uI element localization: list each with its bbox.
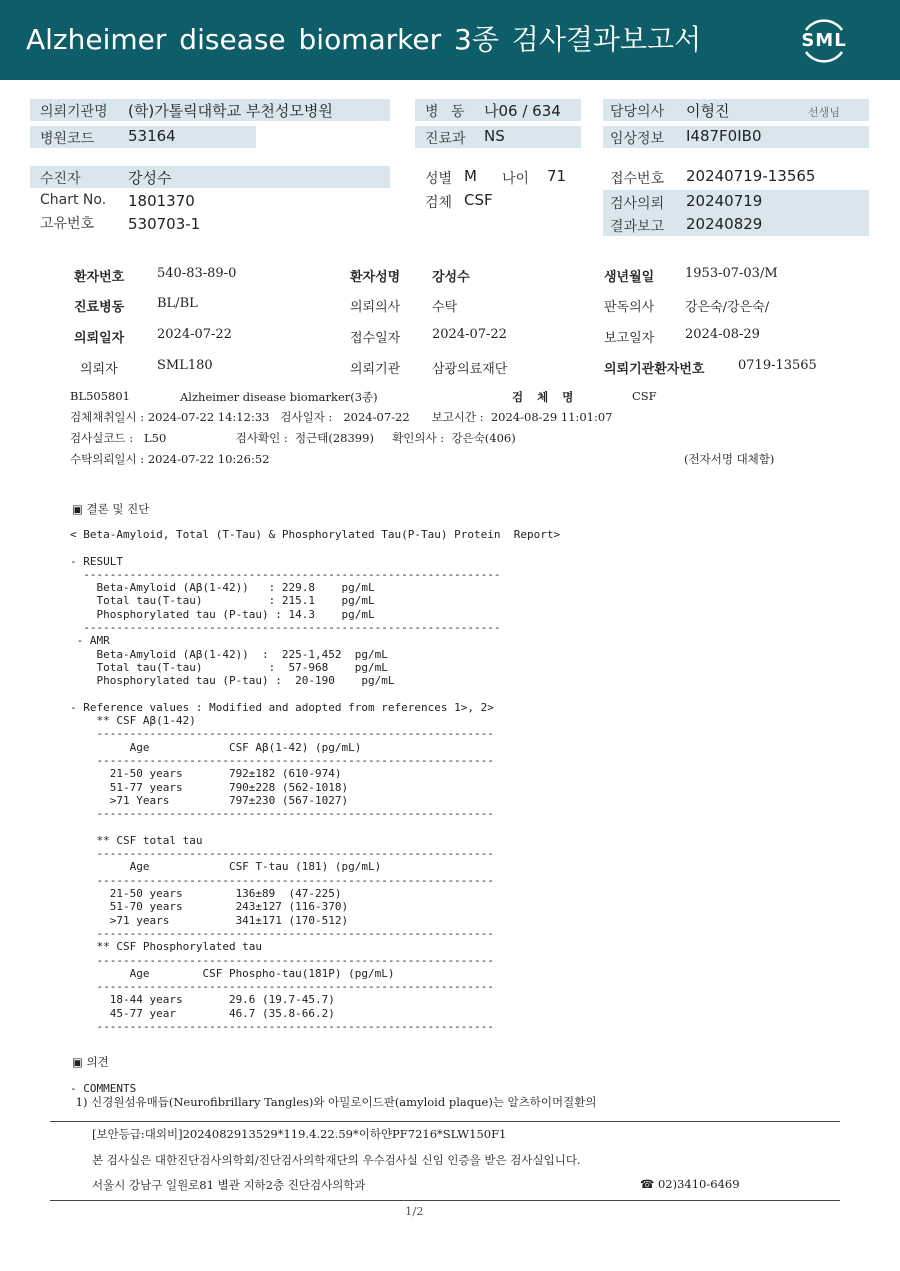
exam-specimen-label: 검 체 명 bbox=[512, 390, 574, 404]
report-line: ------------------------------------------------------------ bbox=[70, 807, 494, 821]
pi-value-2-1: BL/BL bbox=[157, 296, 198, 311]
report-line: Beta-Amyloid (Aβ(1-42)) : 229.8 pg/mL bbox=[70, 581, 375, 595]
result-label: 결과보고 bbox=[610, 219, 665, 235]
doctor-suffix: 선생님 bbox=[808, 106, 840, 119]
comments-label: - COMMENTS bbox=[70, 1082, 137, 1095]
report-line: Phosphorylated tau (P-tau) : 20-190 pg/mL bbox=[70, 674, 395, 688]
specimen-value: CSF bbox=[464, 191, 493, 209]
pi-value-1-3: 1953-07-03/M bbox=[685, 266, 778, 281]
logo-text: SML bbox=[801, 30, 847, 51]
exam-code: BL505801 bbox=[70, 389, 130, 403]
exam-specimen: CSF bbox=[632, 389, 657, 403]
report-line bbox=[70, 821, 560, 834]
specimen-label: 검체 bbox=[425, 195, 453, 211]
pi-value-2-2: 수탁 bbox=[432, 300, 458, 315]
chart-label: Chart No. bbox=[40, 192, 107, 208]
pi-label-1-3: 생년월일 bbox=[604, 270, 655, 285]
uid-value: 530703-1 bbox=[128, 215, 201, 233]
report-line: ------------------------------------------------------------ bbox=[70, 980, 494, 994]
pi-value-3-1: 2024-07-22 bbox=[157, 327, 232, 342]
report-line: - RESULT bbox=[70, 554, 123, 568]
pi-label-2-3: 판독의사 bbox=[604, 300, 655, 315]
report-line: ------------------------------------------------------------ bbox=[70, 873, 494, 887]
report-line: ------------------------------------------------------------ bbox=[70, 1019, 494, 1033]
report-line bbox=[70, 541, 560, 554]
address-line: 서울시 강남구 일원로81 별관 지하2층 진단검사의학과 bbox=[92, 1178, 366, 1192]
request-label: 검사의뢰 bbox=[610, 196, 665, 212]
report-line: 51-77 years 790±228 (562-1018) bbox=[70, 780, 349, 794]
patient-label: 수진자 bbox=[40, 171, 81, 187]
patient-value: 강성수 bbox=[128, 169, 172, 187]
hospital-value: (학)가톨릭대학교 부천성모병원 bbox=[128, 102, 333, 120]
sign-note: (전자서명 대체함) bbox=[684, 452, 775, 466]
exam-name: Alzheimer disease biomarker(3종) bbox=[180, 390, 378, 404]
report-line: Total tau(T-tau) : 215.1 pg/mL bbox=[70, 594, 375, 608]
report-line: ------------------------------------------------------------ bbox=[70, 953, 494, 967]
pi-label-3-3: 보고일자 bbox=[604, 331, 655, 346]
pi-value-3-2: 2024-07-22 bbox=[432, 327, 507, 342]
report-line: ** CSF Aβ(1-42) bbox=[70, 714, 196, 728]
pi-label-2-1: 진료병동 bbox=[74, 300, 125, 315]
report-line: Phosphorylated tau (P-tau) : 14.3 pg/mL bbox=[70, 607, 375, 621]
report-line: ** CSF total tau bbox=[70, 833, 203, 847]
pi-value-4-3: 0719-13565 bbox=[738, 358, 817, 373]
report-line: 18-44 years 29.6 (19.7-45.7) bbox=[70, 993, 335, 1007]
report-line: 21-50 years 136±89 (47-225) bbox=[70, 887, 342, 901]
clinical-label: 임상정보 bbox=[610, 131, 665, 147]
exam-line-2: 검사실코드 : L50 검사확인 : 정근태(28399) 확인의사 : 강은숙(406) bbox=[70, 431, 516, 445]
dept-value: NS bbox=[484, 127, 505, 145]
report-line: Total tau(T-tau) : 57-968 pg/mL bbox=[70, 660, 388, 674]
report-line: 21-50 years 792±182 (610-974) bbox=[70, 767, 342, 781]
report-line: ------------------------------------------------------------ bbox=[70, 926, 494, 940]
pi-label-1-2: 환자성명 bbox=[350, 270, 401, 285]
pi-label-3-2: 접수일자 bbox=[350, 331, 401, 346]
report-line: --------------------------------------------------------------- bbox=[70, 621, 501, 635]
clinical-value: I487F0IB0 bbox=[686, 127, 762, 145]
code-label: 병원코드 bbox=[40, 131, 95, 147]
section-title: ▣ 결론 및 진단 bbox=[72, 502, 150, 516]
exam-line-3: 수탁의뢰일시 : 2024-07-22 10:26:52 bbox=[70, 452, 270, 466]
pi-label-1-1: 환자번호 bbox=[74, 270, 125, 285]
report-line: ** CSF Phosphorylated tau bbox=[70, 940, 263, 954]
report-line: < Beta-Amyloid, Total (T-Tau) & Phosphorylated Tau(P-Tau) Protein Report> bbox=[70, 528, 561, 541]
report-line: >71 Years 797±230 (567-1027) bbox=[70, 793, 349, 807]
report-line: Beta-Amyloid (Aβ(1-42)) : 225-1,452 pg/mL bbox=[70, 647, 388, 661]
receipt-label: 접수번호 bbox=[610, 171, 665, 187]
sml-logo bbox=[796, 14, 852, 66]
chart-value: 1801370 bbox=[128, 192, 195, 210]
page-number: 1/2 bbox=[405, 1204, 424, 1218]
hospital-label: 의뢰기관명 bbox=[40, 104, 108, 120]
comment-1: 1) 신경원섬유매듭(Neurofibrillary Tangles)와 아밀로이드판(amyloid plaque)는 알츠하이머질환의 bbox=[72, 1095, 597, 1109]
uid-label: 고유번호 bbox=[40, 216, 95, 232]
doctor-value: 이형진 bbox=[686, 102, 730, 120]
report-line bbox=[70, 688, 560, 701]
report-line: - AMR bbox=[70, 634, 110, 648]
pi-value-1-2: 강성수 bbox=[432, 270, 470, 285]
sex-label: 성별 bbox=[425, 171, 453, 187]
pi-label-3-1: 의뢰일자 bbox=[74, 331, 125, 346]
age-value: 71 bbox=[547, 167, 567, 185]
sex-value: M bbox=[464, 167, 477, 185]
footer-top-rule bbox=[50, 1121, 840, 1122]
report-line: 51-70 years 243±127 (116-370) bbox=[70, 900, 349, 914]
pi-label-4-2: 의뢰기관 bbox=[350, 362, 401, 377]
request-value: 20240719 bbox=[686, 192, 763, 210]
exam-line-1: 검체채취일시 : 2024-07-22 14:12:33 검사일자 : 2024-07-22 보고시간 : 2024-08-29 11:01:07 bbox=[70, 410, 613, 424]
age-label: 나이 bbox=[502, 171, 530, 187]
pi-value-1-1: 540-83-89-0 bbox=[157, 266, 237, 281]
report-line: ------------------------------------------------------------ bbox=[70, 727, 494, 741]
report-line: 45-77 year 46.7 (35.8-66.2) bbox=[70, 1006, 335, 1020]
report-line: ------------------------------------------------------------ bbox=[70, 754, 494, 768]
opinion-title: ▣ 의견 bbox=[72, 1055, 109, 1069]
report-line: Age CSF Phospho-tau(181P) (pg/mL) bbox=[70, 966, 395, 980]
pi-label-4-3: 의뢰기관환자번호 bbox=[604, 362, 705, 377]
result-value: 20240829 bbox=[686, 215, 763, 233]
pi-value-4-2: 삼광의료재단 bbox=[432, 362, 508, 377]
report-line: Age CSF Aβ(1-42) (pg/mL) bbox=[70, 740, 362, 754]
pi-value-3-3: 2024-08-29 bbox=[685, 327, 760, 342]
report-line: - Reference values : Modified and adopted from references 1>, 2> bbox=[70, 700, 494, 714]
patient-bar bbox=[30, 166, 390, 188]
report-body bbox=[70, 528, 560, 1033]
pi-value-4-1: SML180 bbox=[157, 358, 213, 373]
report-line: Age CSF T-tau (181) (pg/mL) bbox=[70, 860, 382, 874]
phone-line: ☎ 02)3410-6469 bbox=[640, 1177, 740, 1191]
pi-label-4-1: 의뢰자 bbox=[80, 362, 118, 377]
receipt-value: 20240719-13565 bbox=[686, 167, 816, 185]
ward-value: 나06 / 634 bbox=[484, 102, 561, 120]
ward-label: 병 동 bbox=[425, 104, 465, 120]
pi-value-2-3: 강은숙/강은숙/ bbox=[685, 300, 770, 315]
report-line: >71 years 341±171 (170-512) bbox=[70, 913, 349, 927]
report-title: Alzheimer disease biomarker 3종 검사결과보고서 bbox=[26, 23, 702, 56]
doctor-label: 담당의사 bbox=[610, 104, 665, 120]
footer-bottom-rule bbox=[50, 1200, 840, 1201]
pi-label-2-2: 의뢰의사 bbox=[350, 300, 401, 315]
dept-label: 진료과 bbox=[425, 131, 466, 147]
report-line: ------------------------------------------------------------ bbox=[70, 847, 494, 861]
code-value: 53164 bbox=[128, 127, 176, 145]
security-line: [보안등급:대외비]2024082913529*119.4.22.59*이하얀PF7216*SLW150F1 bbox=[92, 1127, 507, 1141]
cert-line: 본 검사실은 대한진단검사의학회/진단검사의학재단의 우수검사실 신임 인증을 받은 검사실입니다. bbox=[92, 1153, 581, 1167]
report-line: --------------------------------------------------------------- bbox=[70, 567, 501, 581]
